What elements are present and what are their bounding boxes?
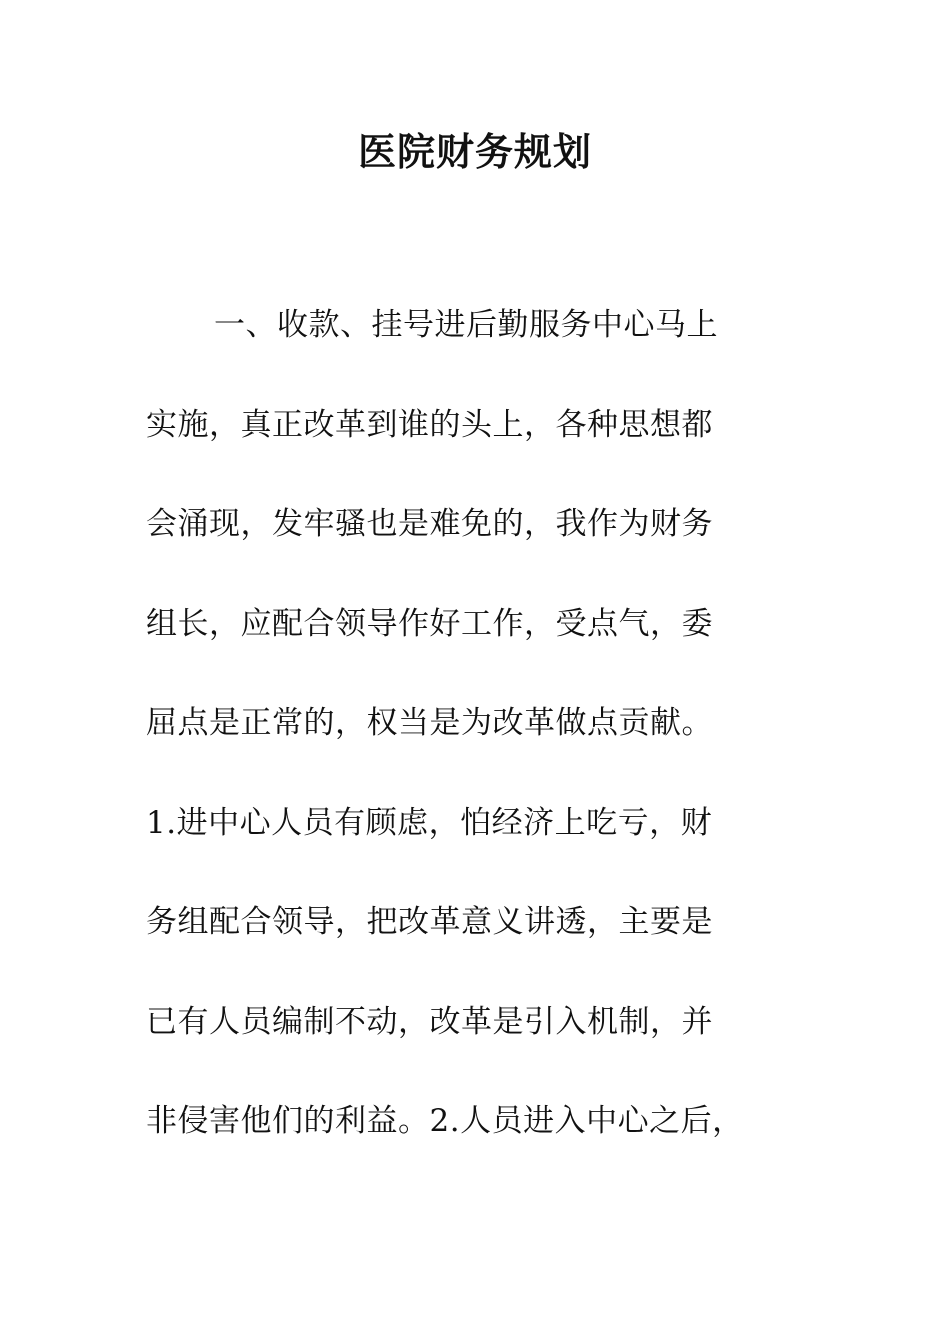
body-line: 一、收款、挂号进后勤服务中心马上 <box>214 307 718 343</box>
body-line: 实施，真正改革到谁的头上，各种思想都 <box>146 406 713 443</box>
document-title: 医院财务规划 <box>357 130 592 174</box>
body-line: 非侵害他们的利益。2.人员进入中心之后， <box>146 1103 744 1139</box>
body-line: 会涌现，发牢骚也是难免的，我作为财务 <box>146 506 713 542</box>
document-body <box>146 300 796 1196</box>
body-line: 已有人员编制不动，改革是引入机制，并 <box>146 1003 713 1040</box>
body-line: 务组配合领导，把改革意义讲透，主要是 <box>146 904 713 940</box>
body-line: 屈点是正常的，权当是为改革做点贡献。 <box>146 705 713 741</box>
body-line: 组长，应配合领导作好工作，受点气，委 <box>146 605 713 642</box>
body-line: 1.进中心人员有顾虑，怕经济上吃亏，财 <box>146 804 713 841</box>
